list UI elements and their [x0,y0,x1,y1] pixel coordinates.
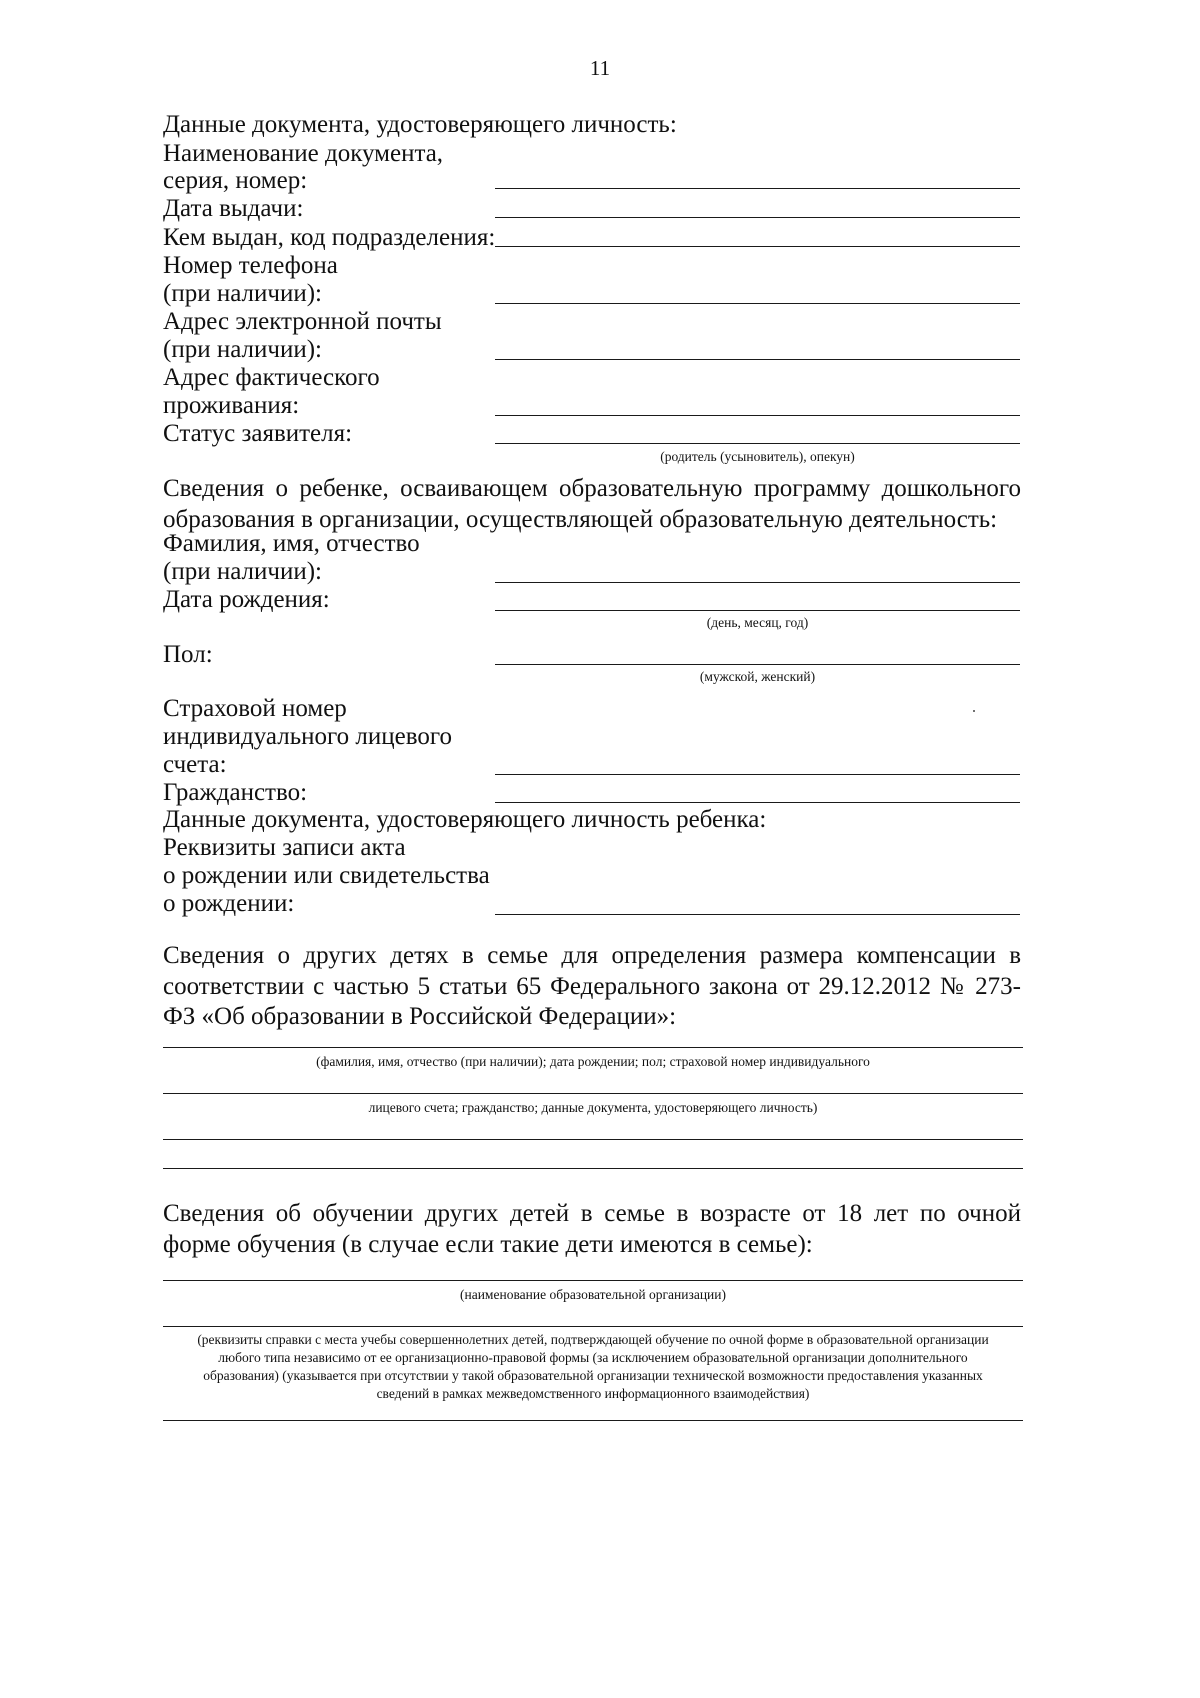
snils-label-line1: Страховой номер [163,695,347,722]
issued-by-field[interactable] [495,246,1020,247]
status-label: Статус заявителя: [163,420,353,447]
issue-date-field[interactable] [495,217,1020,218]
other-children-hint-1: (фамилия, имя, отчество (при наличии); дата рождении; пол; страховой номер индивидуального [316,1054,870,1069]
study-intro: Сведения об обучении других детей в семье в возрасте от 18 лет по очной форме обучения (в случае если такие дети имеются в семье): [163,1200,1021,1258]
birth-date-hint: (день, месяц, год) [706,615,809,630]
email-label-line1: Адрес электронной почты [163,308,442,335]
study-org-field[interactable] [163,1280,1023,1281]
parent-doc-heading: Данные документа, удостоверяющего личность: [163,111,677,138]
address-label-line1: Адрес фактического [163,364,380,391]
other-children-field-4[interactable] [163,1168,1023,1169]
email-field[interactable] [495,359,1020,360]
birth-cert-field[interactable] [495,914,1020,915]
email-label-line2: (при наличии): [163,336,322,363]
other-children-field-3[interactable] [163,1139,1023,1140]
study-org-hint: (наименование образовательной организации) [460,1287,726,1302]
birth-cert-label-line2: о рождении или свидетельства [163,862,490,889]
status-hint: (родитель (усыновитель), опекун) [660,449,855,464]
study-extra-field[interactable] [163,1420,1023,1421]
status-field[interactable] [495,443,1020,444]
snils-label-line3: счета: [163,751,227,778]
page-number: 11 [589,56,611,80]
child-name-label-line1: Фамилия, имя, отчество [163,530,420,557]
birth-cert-label-line1: Реквизиты записи акта [163,834,406,861]
sex-label: Пол: [163,641,213,668]
other-children-hint-2: лицевого счета; гражданство; данные документа, удостоверяющего личность) [368,1100,818,1115]
other-children-field-1[interactable] [163,1047,1023,1048]
citizenship-field[interactable] [495,802,1020,803]
study-cert-hint: (реквизиты справки с места учебы совершеннолетних детей, подтверждающей обучение по очной форме в образовательной организации любого типа независимо от ее организационно-правовой формы (за исключением образовательной организации дополнительного образования) (указывается при отсутствии у такой образовательной организации технической возможности предоставления указанных сведений в рамках межведомственного информационного взаимодействия) [197,1332,989,1401]
issue-date-label: Дата выдачи: [163,195,304,222]
address-label-line2: проживания: [163,392,300,419]
scan-speck [973,710,975,712]
doc-name-label-line1: Наименование документа, [163,140,444,167]
citizenship-label: Гражданство: [163,779,308,806]
other-children-field-2[interactable] [163,1093,1023,1094]
phone-label-line1: Номер телефона [163,252,338,279]
issued-by-label: Кем выдан, код подразделения: [163,224,496,251]
birth-date-field[interactable] [495,610,1020,611]
birth-cert-label-line3: о рождении: [163,890,295,917]
child-doc-heading: Данные документа, удостоверяющего личность ребенка: [163,806,767,833]
sex-field[interactable] [495,664,1020,665]
other-children-intro: Сведения о других детях в семье для определения размера компенсации в соответствии с частью 5 статьи 65 Федерального закона от 29.12.2012 № 273-ФЗ «Об образовании в Российской Федерации»: [163,942,1021,1030]
sex-hint: (мужской, женский) [699,669,816,684]
snils-field[interactable] [495,774,1020,775]
child-name-field[interactable] [495,582,1020,583]
doc-name-label-line2: серия, номер: [163,167,308,194]
doc-name-field[interactable] [495,188,1020,189]
snils-label-line2: индивидуального лицевого [163,723,452,750]
child-intro: Сведения о ребенке, осваивающем образовательную программу дошкольного образования в организации, осуществляющей образовательную деятельность: [163,475,1021,533]
phone-field[interactable] [495,303,1020,304]
study-cert-field[interactable] [163,1326,1023,1327]
phone-label-line2: (при наличии): [163,280,322,307]
child-name-label-line2: (при наличии): [163,558,322,585]
birth-date-label: Дата рождения: [163,586,330,613]
address-field[interactable] [495,415,1020,416]
